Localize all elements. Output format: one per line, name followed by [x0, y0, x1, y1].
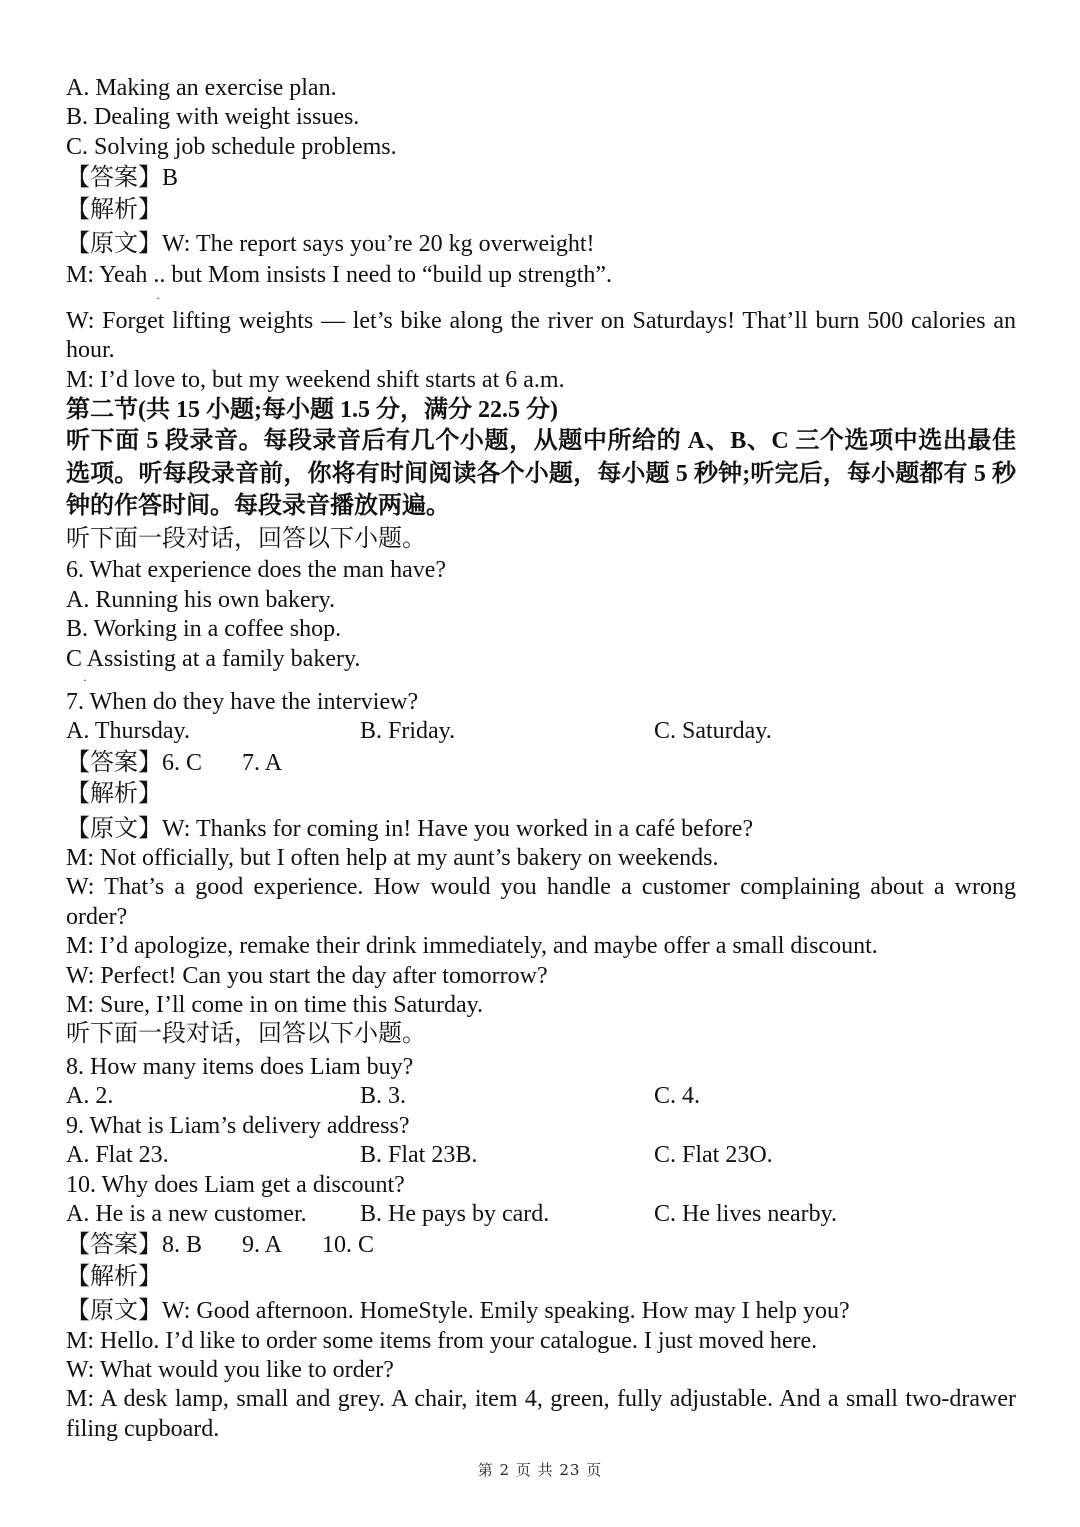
answer-10: 10. C	[322, 1232, 375, 1259]
transcript-line: W: What would you like to order?	[66, 1356, 394, 1383]
answer-label: 【答案】	[66, 749, 162, 776]
question-6: 6. What experience does the man have?	[66, 557, 447, 584]
transcript-line: M: A desk lamp, small and grey. A chair, item 4, green, fully adjustable. And a small two-drawer filing cupboard.	[66, 1386, 1016, 1442]
transcript-line: W: That’s a good experience. How would you handle a customer complaining about a wrong order?	[66, 874, 1016, 930]
question-8-options	[66, 1082, 1016, 1111]
section-instruction: 听下面 5 段录音。每段录音后有几个小题，从题中所给的 A、B、C 三个选项中选出最佳选项。听每段录音前，你将有时间阅读各个小题，每小题 5 秒钟;听完后，每小题都有 5 秒钟的作答时间。每段录音播放两遍。	[66, 428, 1016, 520]
question-9: 9. What is Liam’s delivery address?	[66, 1112, 410, 1139]
transcript-line: M: Not officially, but I often help at my aunt’s bakery on weekends.	[66, 845, 719, 872]
transcript-line: 【原文】W: Good afternoon. HomeStyle. Emily speaking. How may I help you?	[66, 1298, 850, 1325]
dialog-intro: 听下面一段对话，回答以下小题。	[66, 1021, 426, 1048]
question-10-option-b: B. He pays by card.	[360, 1200, 550, 1227]
document-page	[66, 74, 1016, 1444]
stray-dot-mark: ·	[83, 673, 87, 687]
question-7-option-c: C. Saturday.	[654, 718, 772, 745]
question-7-option-b: B. Friday.	[360, 718, 456, 745]
question-10-option-c: C. He lives nearby.	[654, 1200, 838, 1227]
option-c: C. Solving job schedule problems.	[66, 133, 397, 160]
question-10-option-a: A. He is a new customer.	[66, 1200, 307, 1227]
option-b: B. Dealing with weight issues.	[66, 104, 360, 131]
transcript-line: M: I’d love to, but my weekend shift starts at 6 a.m.	[66, 366, 565, 393]
question-6-option-a: A. Running his own bakery.	[66, 586, 336, 613]
option-a: A. Making an exercise plan.	[66, 75, 337, 101]
question-7-option-a: A. Thursday.	[66, 718, 190, 745]
transcript-line: 【原文】W: The report says you’re 20 kg overweight!	[66, 231, 595, 258]
transcript-line: M: Hello. I’d like to order some items from your catalogue. I just moved here.	[66, 1327, 818, 1354]
dialog-intro: 听下面一段对话，回答以下小题。	[66, 525, 426, 552]
answer-line	[66, 1231, 1016, 1260]
question-8: 8. How many items does Liam buy?	[66, 1053, 414, 1080]
answer-line	[66, 749, 1016, 778]
transcript-line: M: Yeah .. but Mom insists I need to “build up strength”.	[66, 262, 612, 289]
transcript-line: 【原文】W: Thanks for coming in! Have you worked in a café before?	[66, 815, 754, 842]
answer-7: 7. A	[242, 749, 283, 776]
question-7: 7. When do they have the interview?	[66, 689, 419, 715]
question-9-options	[66, 1141, 1016, 1170]
question-9-option-b: B. Flat 23B.	[360, 1142, 478, 1169]
question-10-options	[66, 1200, 1016, 1229]
transcript-line: M: Sure, I’ll come in on time this Saturday.	[66, 992, 484, 1019]
question-6-option-c: C Assisting at a family bakery.	[66, 645, 361, 672]
transcript-line: W: Forget lifting weights — let’s bike along the river on Saturdays! That’ll burn 500 calories an hour.	[66, 307, 1016, 364]
question-8-option-c: C. 4.	[654, 1083, 701, 1110]
analysis-label: 【解析】	[66, 781, 162, 808]
analysis-label: 【解析】	[66, 1263, 162, 1290]
question-7-options	[66, 717, 1016, 746]
question-6-option-b: B. Working in a coffee shop.	[66, 616, 342, 643]
question-9-option-a: A. Flat 23.	[66, 1142, 169, 1169]
answer-8: 8. B	[162, 1232, 203, 1259]
stray-dot-mark: ·	[156, 291, 160, 305]
answer-label: 【答案】	[66, 1232, 162, 1259]
section-heading: 第二节(共 15 小题;每小题 1.5 分，满分 22.5 分)	[66, 397, 558, 424]
answer-line: 【答案】B	[66, 165, 179, 192]
question-8-option-a: A. 2.	[66, 1083, 114, 1110]
transcript-line: W: Perfect! Can you start the day after tomorrow?	[66, 962, 548, 989]
answer-9: 9. A	[242, 1232, 283, 1259]
transcript-line: M: I’d apologize, remake their drink immediately, and maybe offer a small discount.	[66, 933, 878, 960]
answer-6: 6. C	[162, 749, 203, 776]
page-footer: 第 2 页 共 23 页	[477, 1461, 603, 1479]
question-8-option-b: B. 3.	[360, 1083, 407, 1110]
question-10: 10. Why does Liam get a discount?	[66, 1171, 405, 1198]
question-9-option-c: C. Flat 23O.	[654, 1142, 773, 1169]
analysis-label: 【解析】	[66, 196, 162, 223]
